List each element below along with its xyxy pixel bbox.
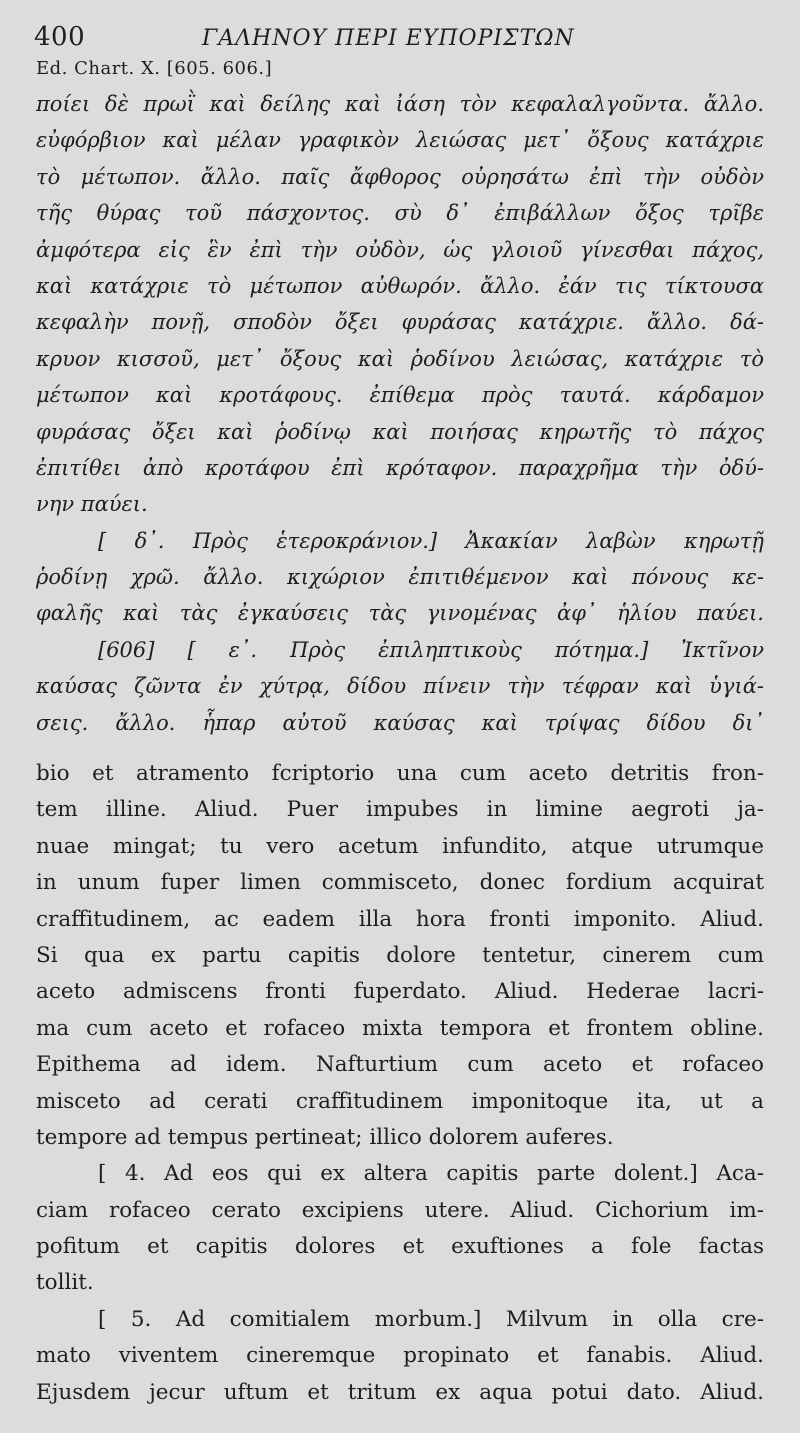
latin-line: bio et atramento fcriptorio una cum aceto detritis fron- (36, 761, 764, 786)
latin-section-heading-line: [ 5. Ad comitialem morbum.] Milvum in olla cre- (98, 1306, 764, 1332)
greek-section-heading-line: [ δ᾽. Πρὸς ἑτεροκράνιον.] Ἀκακίαν λαβὼν κηρωτῇ (98, 528, 764, 553)
greek-line: κρυον κισσοῦ, μετ᾽ ὄξους καὶ ῥοδίνου λειώσας, κατάχριε τὸ (36, 346, 764, 371)
latin-line: ciam rofaceo cerato excipiens utere. Aliud. Cichorium im- (36, 1197, 764, 1223)
greek-line: κεφαλὴν πονῇ, σποδὸν ὄξει φυράσας κατάχριε. ἄλλο. δά- (36, 310, 764, 335)
latin-line: misceto ad cerati craffitudinem imponitoque ita, ut a (36, 1088, 764, 1114)
edition-reference: Ed. Chart. X. [605. 606.] (36, 58, 273, 79)
greek-line: εὐφόρβιον καὶ μέλαν γραφικὸν λειώσας μετ᾽ ὄξους κατάχριε (36, 128, 764, 153)
latin-line: tempore ad tempus pertineat; illico dolorem auferes. (36, 1124, 614, 1150)
greek-line: καύσας ζῶντα ἐν χύτρᾳ, δίδου πίνειν τὴν τέφραν καὶ ὑγιά- (36, 674, 764, 699)
latin-line: tollit. (36, 1270, 94, 1296)
latin-line: Epithema ad idem. Nafturtium cum aceto et rofaceo (36, 1052, 764, 1078)
greek-line: μέτωπον καὶ κροτάφους. ἐπίθεμα πρὸς ταυτά. κάρδαμον (36, 383, 764, 408)
latin-line: Si qua ex partu capitis dolore tentetur, cinerem cum (36, 942, 764, 968)
greek-line: καὶ κατάχριε τὸ μέτωπον αὐθωρόν. ἄλλο. ἐάν τις τίκτουσα (36, 273, 764, 298)
latin-line: ma cum aceto et rofaceo mixta tempora et frontem obline. (36, 1015, 764, 1041)
greek-line: τῆς θύρας τοῦ πάσχοντος. σὺ δ᾽ ἐπιβάλλων ὄξος τρῖβε (36, 201, 764, 226)
greek-line: ἐπιτίθει ἀπὸ κροτάφου ἐπὶ κρόταφον. παραχρῆμα τὴν ὀδύ- (36, 455, 764, 480)
latin-line: tem illine. Aliud. Puer impubes in limine aegroti ja- (36, 797, 764, 823)
latin-line: mato viventem cineremque propinato et fanabis. Aliud. (36, 1343, 764, 1369)
greek-section-heading-line: [606] [ ε᾽. Πρὸς ἐπιληπτικοὺς πότημα.] Ἰκτῖνον (98, 637, 764, 662)
page-number: 400 (34, 22, 86, 52)
greek-line: ποίει δὲ πρωῒ καὶ δείλης καὶ ἰάση τὸν κεφαλαλγοῦντα. ἄλλο. (36, 92, 764, 116)
latin-line: nuae mingat; tu vero acetum infundito, atque utrumque (36, 833, 764, 859)
page-header (34, 22, 774, 56)
greek-line: νην παύει. (36, 492, 148, 517)
latin-text-block (36, 756, 764, 1411)
running-title: ΓΑΛΗΝΟΥ ΠΕΡΙ ΕΥΠΟΡΙΣΤΩΝ (202, 26, 575, 51)
latin-section-heading-line: [ 4. Ad eos qui ex altera capitis parte dolent.] Aca- (98, 1161, 764, 1187)
latin-line: craffitudinem, ac eadem illa hora fronti imponito. Aliud. (36, 906, 764, 932)
greek-text-block (36, 86, 764, 741)
greek-line: ῥοδίνῃ χρῶ. ἄλλο. κιχώριον ἐπιτιθέμενον καὶ πόνους κε- (36, 565, 764, 590)
greek-line: τὸ μέτωπον. ἄλλο. παῖς ἄφθορος οὐρησάτω ἐπὶ τὴν οὐδὸν (36, 164, 764, 189)
latin-line: aceto admiscens fronti fuperdato. Aliud. Hederae lacri- (36, 979, 764, 1005)
greek-line: φαλῆς καὶ τὰς ἐγκαύσεις τὰς γινομένας ἀφ᾽ ἡλίου παύει. (36, 601, 764, 626)
greek-line: σεις. ἄλλο. ἧπαρ αὐτοῦ καύσας καὶ τρίψας δίδου δι᾽ (36, 710, 764, 735)
greek-line: φυράσας ὄξει καὶ ῥοδίνῳ καὶ ποιήσας κηρωτῆς τὸ πάχος (36, 419, 764, 444)
latin-line: pofitum et capitis dolores et exuftiones a fole factas (36, 1234, 764, 1260)
greek-line: ἀμφότερα εἰς ἓν ἐπὶ τὴν οὐδὸν, ὡς γλοιοῦ γίνεσθαι πάχος, (36, 237, 764, 262)
latin-line: in unum fuper limen commisceto, donec fordium acquirat (36, 870, 764, 896)
latin-line: Ejusdem jecur uftum et tritum ex aqua potui dato. Aliud. (36, 1379, 764, 1405)
